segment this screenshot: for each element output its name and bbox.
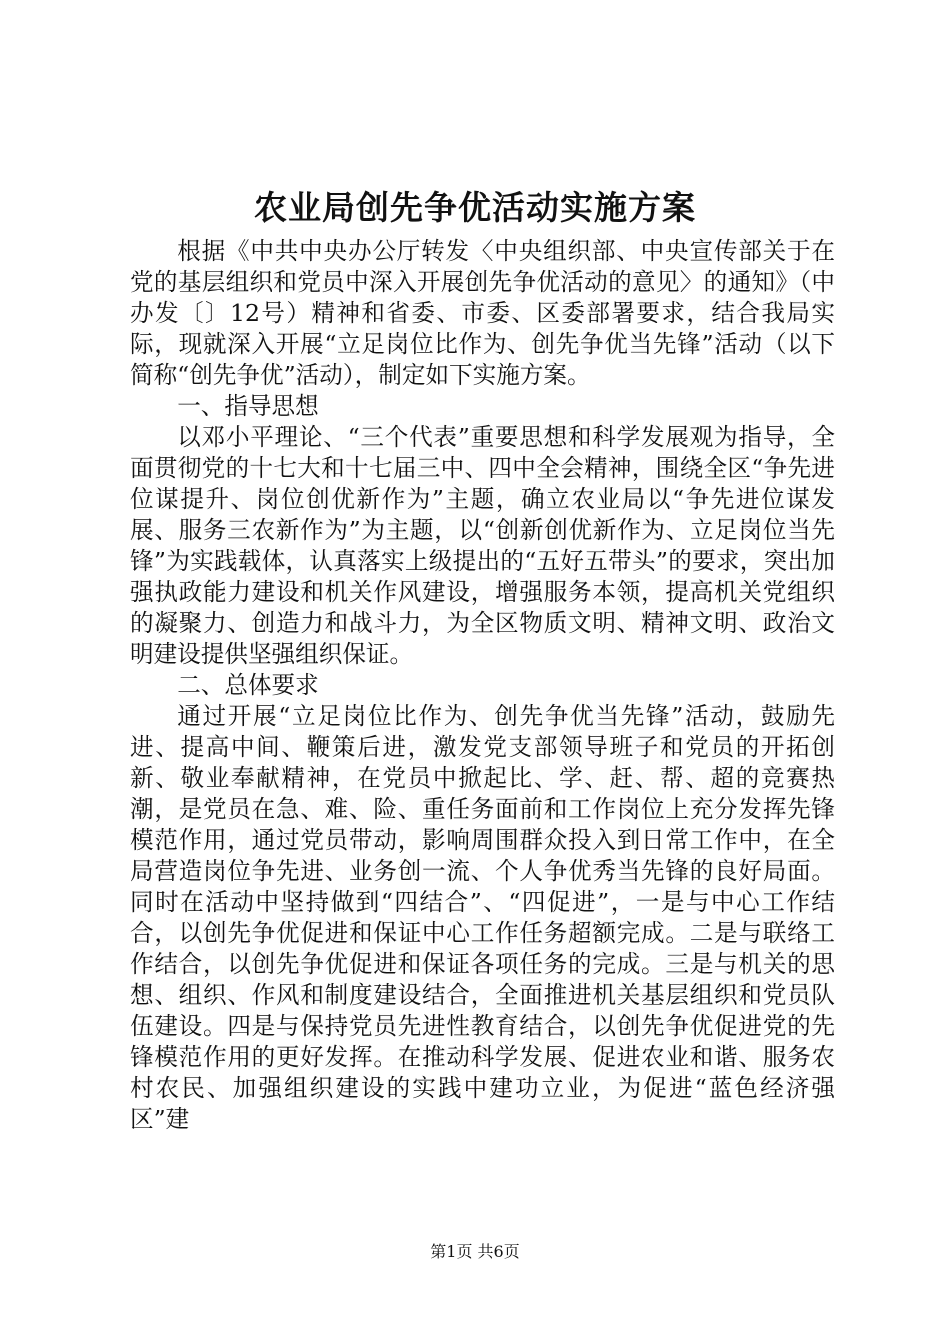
document-title: 农业局创先争优活动实施方案: [254, 188, 696, 227]
page-number-footer: 第1页 共6页: [430, 1242, 520, 1261]
intro-paragraph: 根据《中共中央办公厅转发〈中央组织部、中央宣传部关于在党的基层组织和党员中深入开展创先争优活动的意见〉的通知》（中办发〔〕12号）精神和省委、市委、区委部署要求，结合我局实际，现就深入开展“立足岗位比作为、创先争优当先锋”活动（以下简称“创先争优”活动），制定如下实施方案。: [130, 237, 835, 389]
section-paragraph-general-requirements: 通过开展“立足岗位比作为、创先争优当先锋”活动，鼓励先进、提高中间、鞭策后进，激发党支部领导班子和党员的开拓创新、敬业奉献精神，在党员中掀起比、学、赶、帮、超的竞赛热潮，是党员在急、难、险、重任务面前和工作岗位上充分发挥先锋模范作用，通过党员带动，影响周围群众投入到日常工作中，在全局营造岗位争先进、业务创一流、个人争优秀当先锋的良好局面。同时在活动中坚持做到“四结合”、“四促进”，一是与中心工作结合，以创先争优促进和保证中心工作任务超额完成。二是与联络工作结合，以创先争优促进和保证各项任务的完成。三是与机关的思想、组织、作风和制度建设结合，全面推进机关基层组织和党员队伍建设。四是与保持党员先进性教育结合，以创先争优促进党的先锋模范作用的更好发挥。在推动科学发展、促进农业和谐、服务农村农民、加强组织建设的实践中建功立业，为促进“蓝色经济强区”建: [130, 702, 835, 1133]
section-heading-guiding-ideology: 一、指导思想: [177, 392, 319, 420]
section-heading-general-requirements: 二、总体要求: [177, 671, 319, 699]
document-body: [130, 236, 835, 1135]
section-paragraph-guiding-ideology: 以邓小平理论、“三个代表”重要思想和科学发展观为指导，全面贯彻党的十七大和十七届三中、四中全会精神，围绕全区“争先进位谋提升、岗位创优新作为”主题，确立农业局以“争先进位谋发展、服务三农新作为”为主题，以“创新创优新作为、立足岗位当先锋”为实践载体，认真落实上级提出的“五好五带头”的要求，突出加强执政能力建设和机关作风建设，增强服务本领，提高机关党组织的凝聚力、创造力和战斗力，为全区物质文明、精神文明、政治文明建设提供坚强组织保证。: [130, 423, 835, 668]
